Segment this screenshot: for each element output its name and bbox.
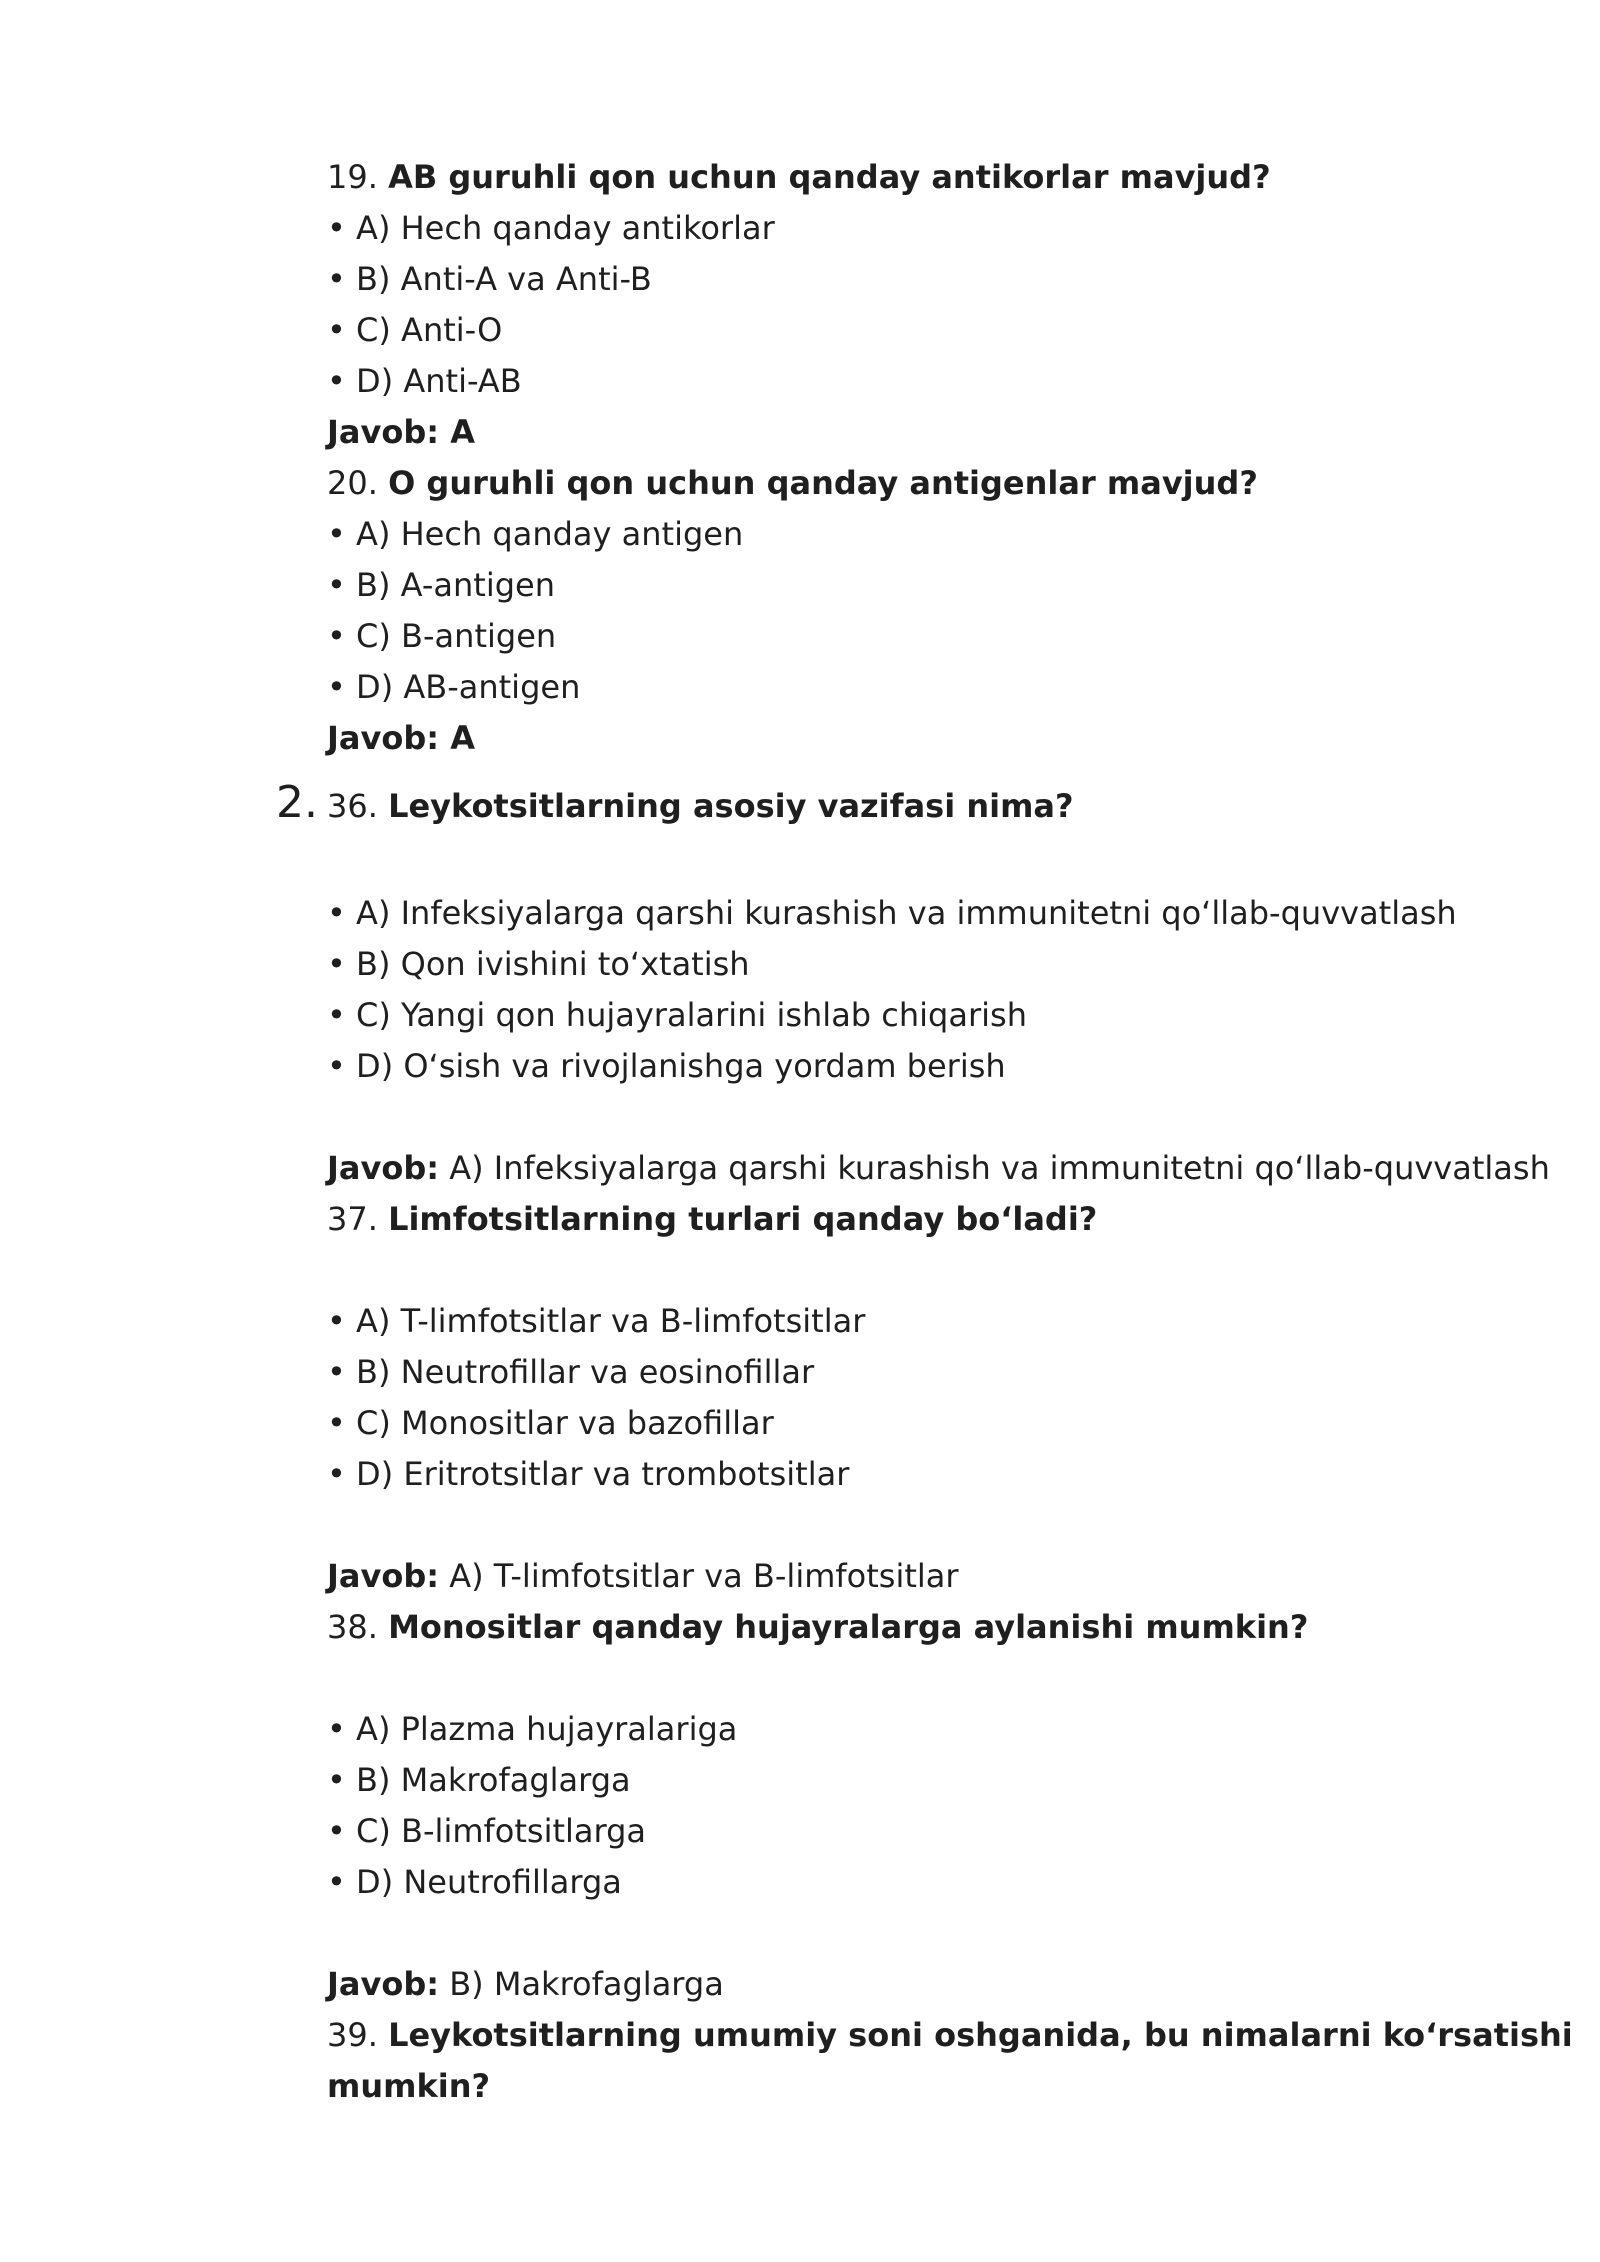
question-text: Monositlar qanday hujayralarga aylanishi mumkin? xyxy=(388,1608,1309,1646)
question-number: 37. xyxy=(327,1200,378,1238)
answer-36 xyxy=(327,1148,1550,1188)
option-a: • A) T-limfotsitlar va B-limfotsitlar xyxy=(327,1302,866,1340)
question-text: O guruhli qon uchun qanday antigenlar mavjud? xyxy=(388,464,1258,502)
option-a: • A) Infeksiyalarga qarshi kurashish va immunitetni qoʻllab-quvvatlash xyxy=(327,894,1457,932)
option-b: • B) Anti-A va Anti-B xyxy=(327,260,652,298)
question-20 xyxy=(327,463,1258,503)
list-marker: 2. xyxy=(276,777,318,828)
option-c: • C) B-antigen xyxy=(327,617,557,655)
question-number: 39. xyxy=(327,2016,378,2054)
option-d: • D) Neutrofillarga xyxy=(327,1863,622,1901)
question-text: AB guruhli qon uchun qanday antikorlar mavjud? xyxy=(388,158,1271,196)
option-c: • C) Anti-O xyxy=(327,311,503,349)
question-number: 38. xyxy=(327,1608,378,1646)
answer-label: Javob: xyxy=(327,1149,440,1187)
option-c: • C) Monositlar va bazofillar xyxy=(327,1404,774,1442)
question-39-continued xyxy=(327,2066,490,2106)
option-a: • A) Plazma hujayralariga xyxy=(327,1710,738,1748)
option-b: • B) Qon ivishini toʻxtatish xyxy=(327,945,750,983)
question-text: Leykotsitlarning umumiy soni oshganida, bu nimalarni koʻrsatishi xyxy=(388,2016,1573,2054)
option-c: • C) Yangi qon hujayralarini ishlab chiqarish xyxy=(327,996,1027,1034)
answer-19 xyxy=(327,412,475,452)
answer-label: Javob: A xyxy=(327,413,475,451)
question-text: Leykotsitlarning asosiy vazifasi nima? xyxy=(388,787,1074,825)
option-a: • A) Hech qanday antigen xyxy=(327,515,744,553)
question-text: mumkin? xyxy=(327,2067,491,2105)
question-38 xyxy=(327,1607,1308,1647)
question-number: 20. xyxy=(327,464,378,502)
answer-38 xyxy=(327,1964,724,2004)
answer-text: B) Makrofaglarga xyxy=(439,1965,724,2003)
answer-text: A) T-limfotsitlar va B-limfotsitlar xyxy=(439,1557,959,1595)
option-b: • B) Makrofaglarga xyxy=(327,1761,631,1799)
answer-text: A) Infeksiyalarga qarshi kurashish va immunitetni qoʻllab-quvvatlash xyxy=(439,1149,1550,1187)
option-a: • A) Hech qanday antikorlar xyxy=(327,209,775,247)
option-d: • D) Eritrotsitlar va trombotsitlar xyxy=(327,1455,850,1493)
answer-label: Javob: A xyxy=(327,719,475,757)
question-text: Limfotsitlarning turlari qanday boʻladi? xyxy=(388,1200,1098,1238)
answer-37 xyxy=(327,1556,959,1596)
option-d: • D) Oʻsish va rivojlanishga yordam berish xyxy=(327,1047,1006,1085)
option-b: • B) A-antigen xyxy=(327,566,555,604)
answer-label: Javob: xyxy=(327,1557,440,1595)
option-d: • D) AB-antigen xyxy=(327,668,581,706)
question-19 xyxy=(327,157,1271,197)
question-37 xyxy=(327,1199,1097,1239)
question-number: 19. xyxy=(327,158,378,196)
question-number: 36. xyxy=(327,787,378,825)
option-b: • B) Neutrofillar va eosinofillar xyxy=(327,1353,815,1391)
option-c: • C) B-limfotsitlarga xyxy=(327,1812,647,1850)
option-d: • D) Anti-AB xyxy=(327,362,522,400)
question-39 xyxy=(327,2015,1573,2055)
question-36 xyxy=(327,786,1074,826)
answer-label: Javob: xyxy=(327,1965,440,2003)
answer-20 xyxy=(327,718,475,758)
